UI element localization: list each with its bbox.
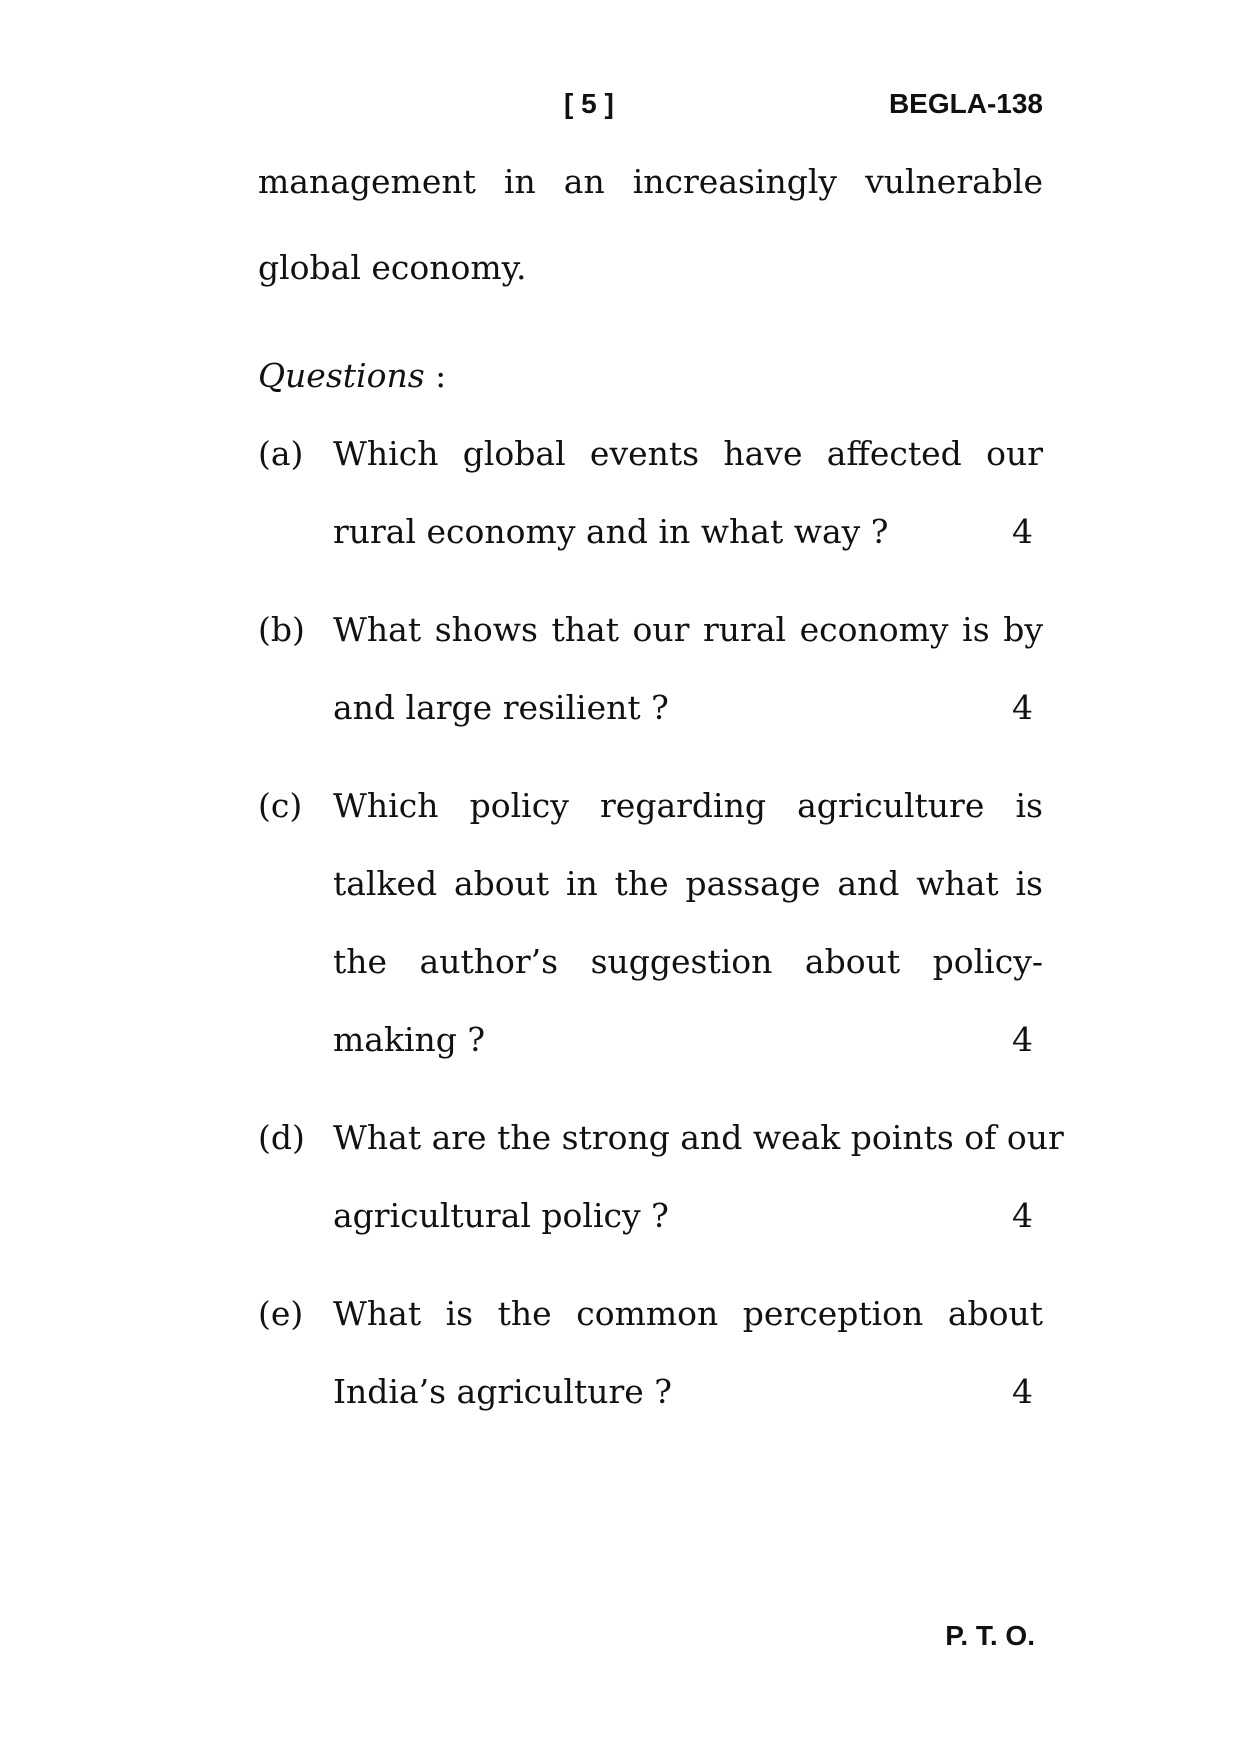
question-marks: 4	[1012, 688, 1033, 727]
question-line: agricultural policy ?	[333, 1196, 669, 1235]
question-marks: 4	[1012, 1020, 1033, 1059]
question-line: Which policy regarding agriculture is	[333, 786, 1043, 825]
questions-heading-title: Questions	[258, 356, 425, 395]
intro-line-2: global economy.	[258, 248, 527, 287]
question-label: (b)	[258, 610, 305, 649]
question-line: and large resilient ?	[333, 688, 669, 727]
intro-line-1: management in an increasingly vulnerable	[258, 162, 1043, 201]
question-line: making ?	[333, 1020, 486, 1059]
pto-footer: P. T. O.	[945, 1620, 1035, 1651]
question-label: (e)	[258, 1294, 304, 1333]
question-line: India’s agriculture ?	[333, 1372, 672, 1411]
question-line: rural economy and in what way ?	[333, 512, 889, 551]
question-label: (d)	[258, 1118, 305, 1157]
course-code: BEGLA-138	[888, 88, 1043, 119]
questions-heading	[258, 356, 446, 396]
question-line: Which global events have affected our	[333, 434, 1043, 473]
question-label: (a)	[258, 434, 304, 473]
question-line: the author’s suggestion about policy-	[333, 942, 1043, 981]
questions-heading-suffix: :	[424, 356, 447, 395]
question-line: talked about in the passage and what is	[333, 864, 1043, 903]
page-number: [ 5 ]	[564, 88, 614, 119]
question-line: What is the common perception about	[333, 1294, 1043, 1333]
question-marks: 4	[1012, 1196, 1033, 1235]
question-marks: 4	[1012, 1372, 1033, 1411]
question-label: (c)	[258, 786, 303, 825]
question-line: What shows that our rural economy is by	[333, 610, 1043, 649]
question-marks: 4	[1012, 512, 1033, 551]
question-line: What are the strong and weak points of our	[333, 1118, 1064, 1157]
